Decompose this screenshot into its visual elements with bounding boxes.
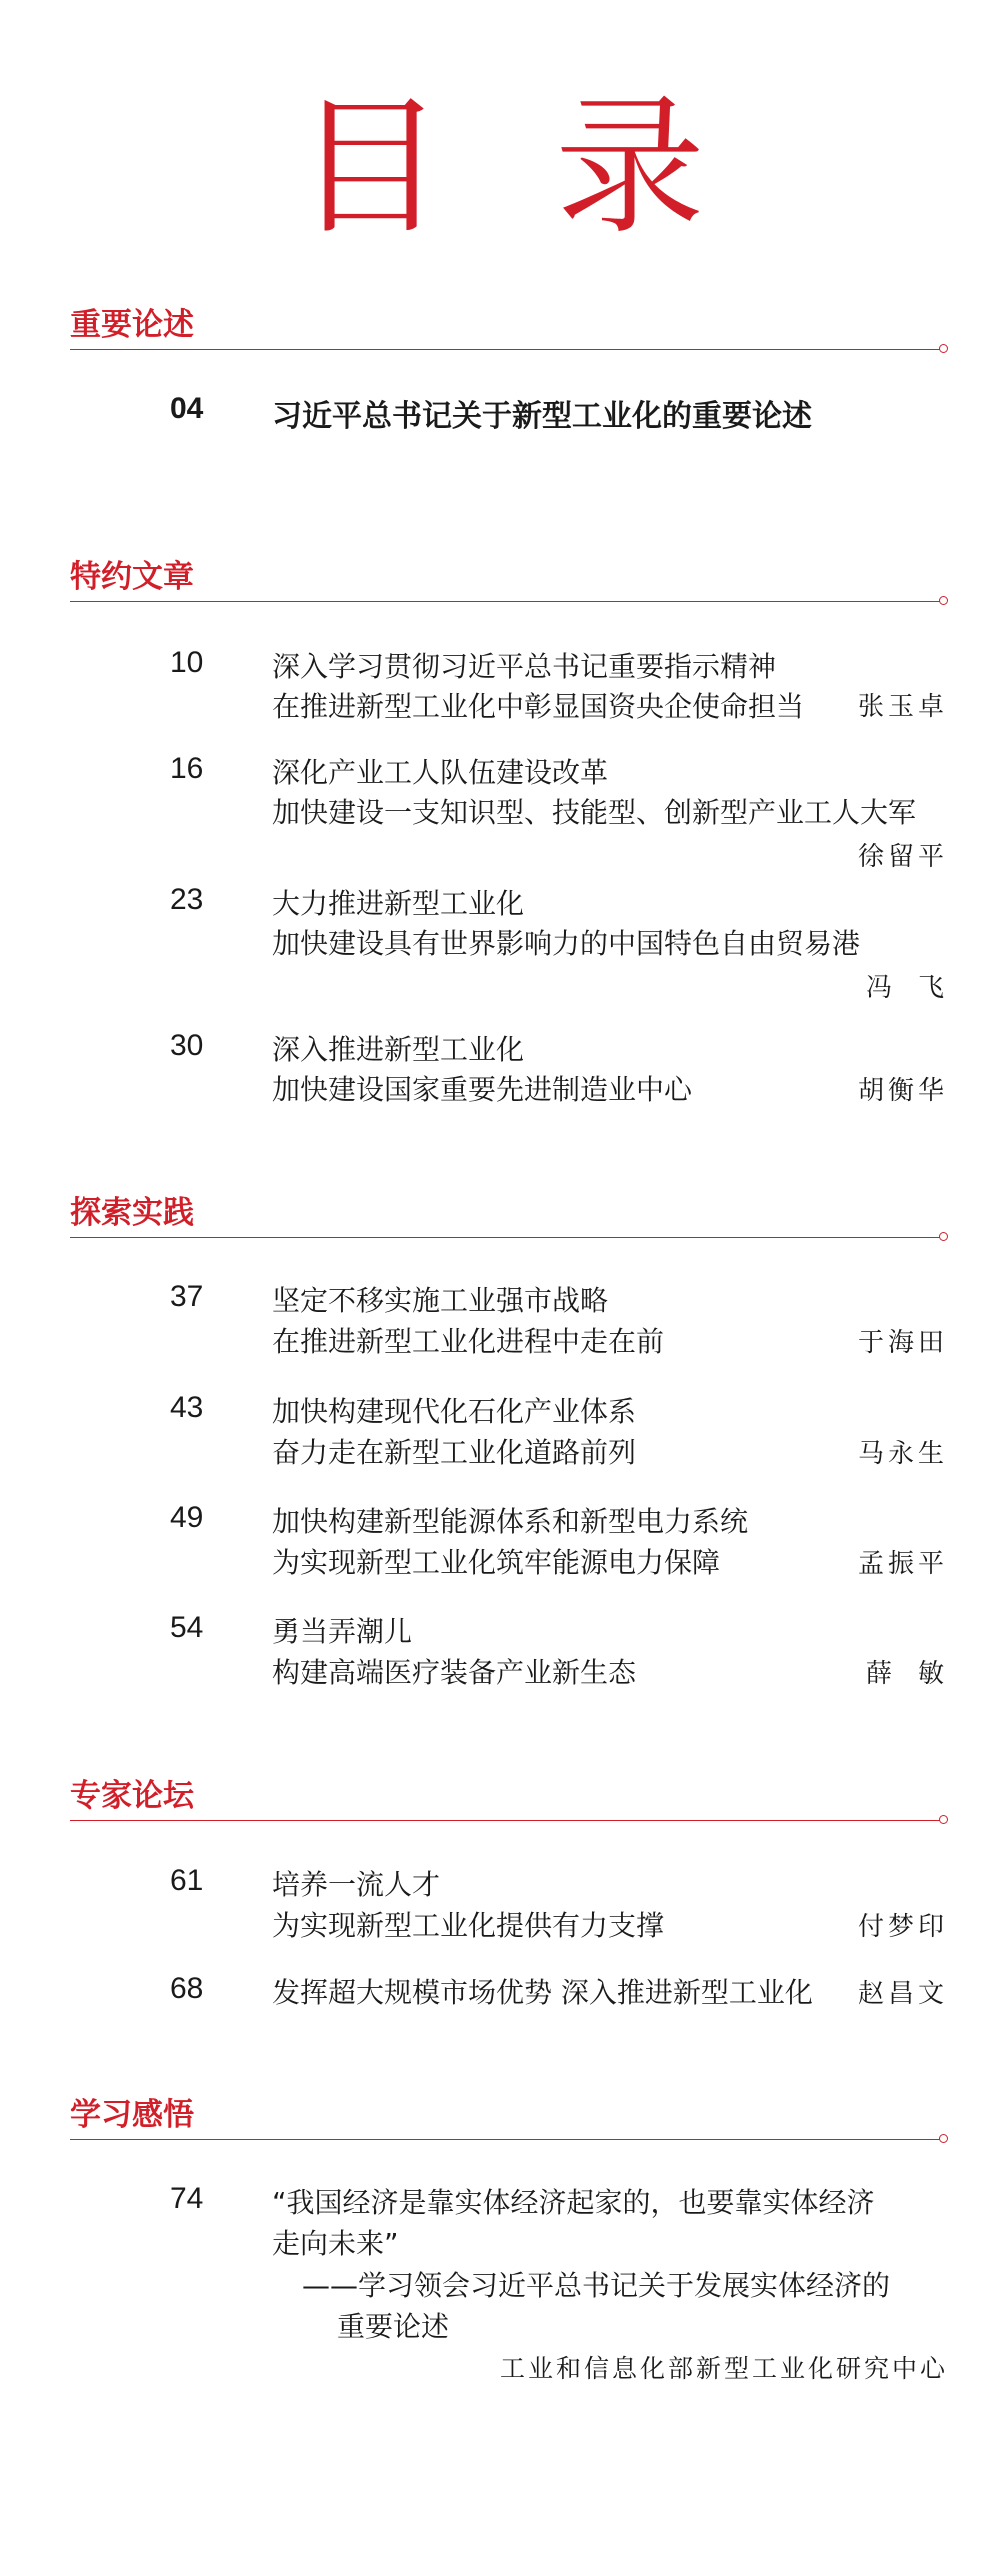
entry-title-line[interactable]: 加快构建现代化石化产业体系 [272,1395,637,1428]
section-header-expert [70,1776,948,1816]
entry-title-line[interactable]: 在推进新型工业化进程中走在前 [272,1325,665,1358]
entry-title-line[interactable]: 加快构建新型能源体系和新型电力系统 [272,1505,749,1538]
divider-end-dot [939,1232,948,1241]
entry-title-line[interactable]: 走向未来” [272,2227,399,2260]
entry-title-line[interactable]: 加快建设国家重要先进制造业中心 [272,1073,693,1106]
entry-page-number: 37 [170,1280,204,1313]
entry-title-line[interactable]: 奋力走在新型工业化道路前列 [272,1436,637,1469]
section-header-important [70,305,948,345]
entry-author: 孟振平 [857,1549,948,1579]
divider-end-dot [939,596,948,605]
section-header-featured [70,557,948,597]
entry-subtitle-line[interactable]: ——学习领会习近平总书记关于发展实体经济的 [302,2269,891,2302]
section-divider [70,2139,940,2140]
entry-page-number: 23 [170,883,204,916]
section-heading: 专家论坛 [70,1778,194,1814]
entry-author: 徐留平 [857,842,948,872]
divider-end-dot [939,2134,948,2143]
entry-title-line[interactable]: 培养一流人才 [272,1868,441,1901]
entry-title-line[interactable]: 发挥超大规模市场优势 深入推进新型工业化 [272,1976,813,2009]
entry-title-line[interactable]: 为实现新型工业化提供有力支撑 [272,1909,665,1942]
section-header-practice [70,1193,948,1233]
entry-title-line[interactable]: 为实现新型工业化筑牢能源电力保障 [272,1546,721,1579]
entry-title-line[interactable]: 加快建设一支知识型、技能型、创新型产业工人大军 [272,796,917,829]
entry-title-line[interactable]: 加快建设具有世界影响力的中国特色自由贸易港 [272,927,861,960]
entry-author: 冯飞 [865,973,970,1003]
entry-author: 胡衡华 [857,1076,948,1106]
entry-title-line[interactable]: 坚定不移实施工业强市战略 [272,1284,609,1317]
section-heading: 学习感悟 [70,2097,194,2133]
section-divider [70,349,940,350]
entry-title-line[interactable]: 勇当弄潮儿 [272,1615,413,1648]
entry-page-number: 68 [170,1972,204,2005]
entry-title-line[interactable]: “我国经济是靠实体经济起家的，也要靠实体经济 [272,2186,875,2219]
entry-author: 付梦印 [857,1912,948,1942]
section-divider [70,1237,940,1238]
entry-title-line[interactable]: 深化产业工人队伍建设改革 [272,756,609,789]
entry-title-line[interactable]: 深入学习贯彻习近平总书记重要指示精神 [272,650,777,683]
section-heading: 重要论述 [70,307,194,343]
entry-title-line[interactable]: 在推进新型工业化中彰显国资央企使命担当 [272,690,805,723]
divider-end-dot [939,1815,948,1824]
entry-title-line[interactable]: 构建高端医疗装备产业新生态 [272,1656,637,1689]
entry-author: 于海田 [857,1328,948,1358]
entry-page-number: 61 [170,1864,204,1897]
section-divider [70,1820,940,1821]
entry-author: 张玉卓 [857,692,948,722]
entry-author: 赵昌文 [857,1979,948,2009]
entry-page-number: 10 [170,646,204,679]
entry-page-number: 54 [170,1611,204,1644]
entry-author: 薛敏 [865,1659,970,1689]
entry-title-line[interactable]: 深入推进新型工业化 [272,1033,525,1066]
entry-page-number: 74 [170,2182,204,2215]
divider-end-dot [939,344,948,353]
entry-page-number: 43 [170,1391,204,1424]
page-title: 目录 [294,81,815,255]
section-heading: 探索实践 [70,1195,194,1231]
entry-page-number: 30 [170,1029,204,1062]
entry-author: 工业和信息化部新型工业化研究中心 [499,2354,948,2383]
entry-author: 马永生 [857,1439,948,1469]
entry-page-number: 16 [170,752,204,785]
entry-subtitle-line[interactable]: 重要论述 [337,2310,450,2343]
entry-page-number: 49 [170,1501,204,1534]
section-heading: 特约文章 [70,559,194,595]
entry-title-line[interactable]: 大力推进新型工业化 [272,887,525,920]
entry-title-line[interactable]: 习近平总书记关于新型工业化的重要论述 [272,399,812,434]
section-divider [70,601,940,602]
section-header-insights [70,2095,948,2135]
entry-page-number: 04 [170,392,204,425]
